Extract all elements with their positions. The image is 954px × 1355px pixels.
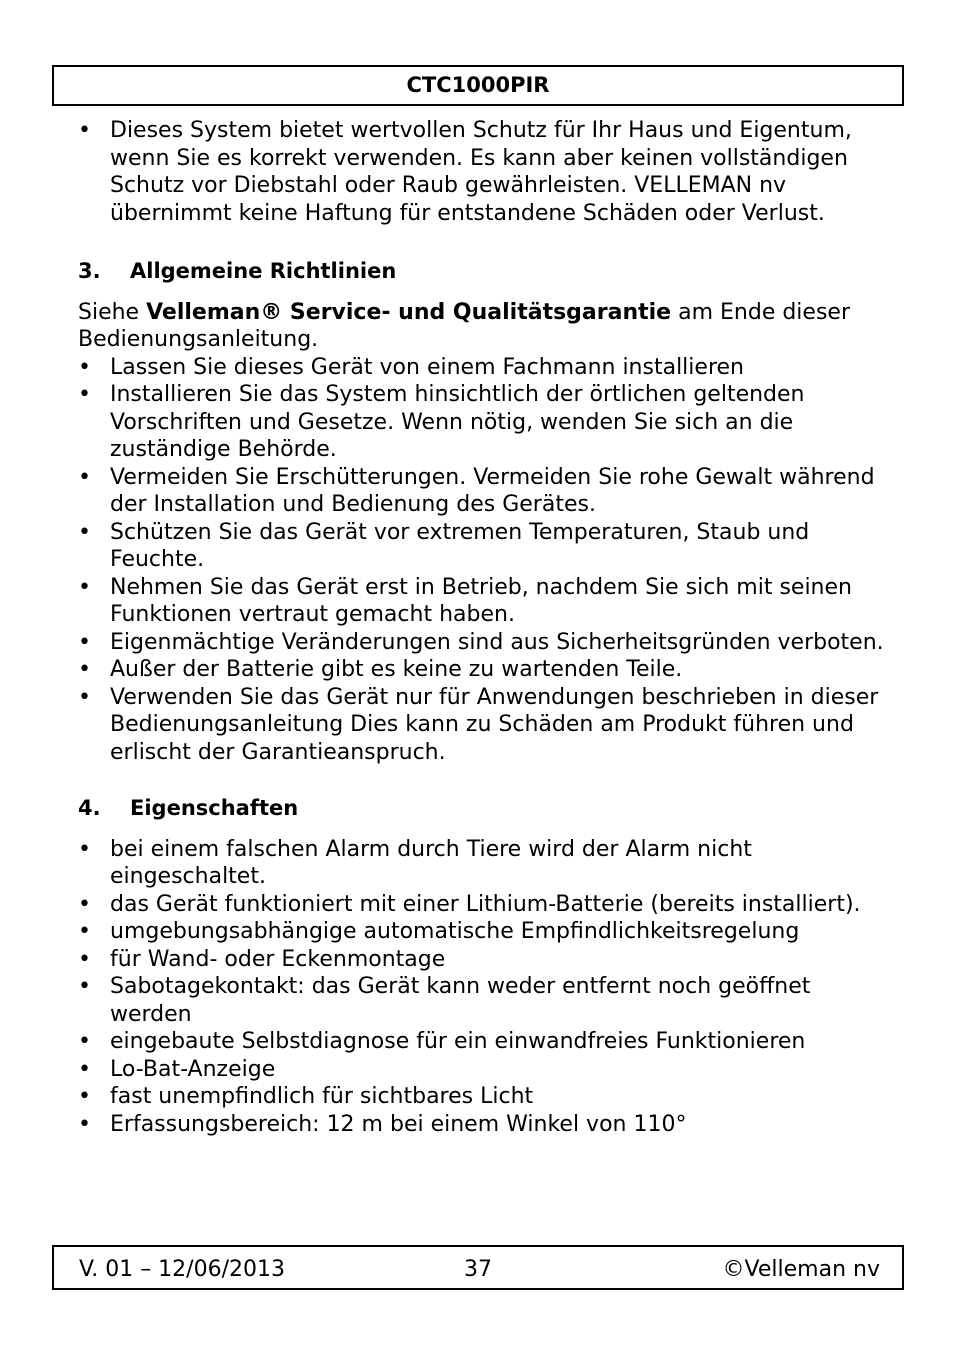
list-item: • Lo-Bat-Anzeige bbox=[78, 1056, 276, 1082]
list-item: • fast unempfindlich für sichtbares Licht bbox=[78, 1084, 534, 1109]
list-item: • für Wand- oder Eckenmontage bbox=[78, 946, 446, 972]
guidelines-list bbox=[78, 354, 888, 767]
copyright-notice: ©Velleman nv bbox=[722, 1257, 880, 1282]
intro-list bbox=[78, 117, 888, 227]
list-item: • Außer der Batterie gibt es keine zu wartenden Teile. bbox=[78, 657, 683, 682]
list-item: • Vermeiden Sie Erschütterungen. Vermeiden Sie rohe Gewalt während der Installation und Bedienung des Gerätes. bbox=[78, 464, 875, 517]
bullet-icon: • bbox=[78, 657, 91, 682]
list-item: • Lassen Sie dieses Gerät von einem Fachmann installieren bbox=[78, 354, 744, 380]
bullet-icon: • bbox=[78, 974, 91, 999]
list-item: • Sabotagekontakt: das Gerät kann weder entfernt noch geöffnet werden bbox=[78, 974, 811, 1027]
bullet-icon: • bbox=[78, 354, 91, 380]
list-item: • Erfassungsbereich: 12 m bei einem Winkel von 110° bbox=[78, 1111, 687, 1137]
bullet-icon: • bbox=[78, 464, 91, 490]
warranty-reference: Velleman® Service- und Qualitätsgarantie bbox=[146, 299, 672, 325]
list-item: • Schützen Sie das Gerät vor extremen Temperaturen, Staub und Feuchte. bbox=[78, 519, 810, 572]
bullet-icon: • bbox=[78, 519, 91, 545]
section-title: Eigenschaften bbox=[130, 796, 299, 820]
document-title: CTC1000PIR bbox=[406, 72, 550, 97]
list-item: • das Gerät funktioniert mit einer Lithium-Batterie (bereits installiert). bbox=[78, 891, 861, 917]
section-heading bbox=[78, 258, 888, 286]
list-item: • Installieren Sie das System hinsichtlich der örtlichen geltenden Vorschriften und Gesetze. Wenn nötig, wenden Sie sich an die zuständige Behörde. bbox=[78, 382, 805, 462]
list-item: • Eigenmächtige Veränderungen sind aus Sicherheitsgründen verboten. bbox=[78, 629, 884, 655]
list-item: • umgebungsabhängige automatische Empfindlichkeitsregelung bbox=[78, 919, 800, 944]
bullet-icon: • bbox=[78, 1084, 91, 1109]
bullet-icon: • bbox=[78, 946, 91, 972]
list-item: • eingebaute Selbstdiagnose für ein einwandfreies Funktionieren bbox=[78, 1029, 806, 1054]
version-date: V. 01 – 12/06/2013 bbox=[79, 1257, 285, 1282]
section-heading bbox=[78, 795, 888, 823]
bullet-icon: • bbox=[78, 574, 91, 600]
bullet-icon: • bbox=[78, 118, 91, 143]
bullet-icon: • bbox=[78, 1029, 91, 1054]
bullet-icon: • bbox=[78, 919, 91, 944]
bullet-icon: • bbox=[78, 629, 91, 655]
section-title: Allgemeine Richtlinien bbox=[130, 259, 397, 283]
bullet-icon: • bbox=[78, 382, 91, 407]
page-number: 37 bbox=[464, 1257, 492, 1282]
document-footer bbox=[52, 1245, 904, 1290]
features-list bbox=[78, 836, 888, 1139]
list-item: • Nehmen Sie das Gerät erst in Betrieb, nachdem Sie sich mit seinen Funktionen vertraut gemacht haben. bbox=[78, 574, 852, 627]
bullet-icon: • bbox=[78, 836, 91, 862]
section-intro: Siehe Velleman® Service- und Qualitätsgarantie am Ende dieser Bedienungsanleitung. bbox=[78, 299, 850, 352]
bullet-icon: • bbox=[78, 1056, 91, 1082]
list-item: • bei einem falschen Alarm durch Tiere wird der Alarm nicht eingeschaltet. bbox=[78, 836, 752, 889]
list-item: • Dieses System bietet wertvollen Schutz für Ihr Haus und Eigentum, wenn Sie es korrekt verwenden. Es kann aber keinen vollständigen Schutz vor Diebstahl oder Raub gewährleisten. VELLEMAN nv übernimmt keine Haftung für entstandene Schäden oder Verlust. bbox=[78, 118, 852, 226]
section-number: 3. bbox=[78, 259, 101, 283]
document-header bbox=[52, 65, 904, 106]
bullet-icon: • bbox=[78, 1111, 91, 1137]
section-number: 4. bbox=[78, 796, 101, 820]
bullet-icon: • bbox=[78, 684, 91, 710]
page-content bbox=[78, 117, 888, 1138]
list-item: • Verwenden Sie das Gerät nur für Anwendungen beschrieben in dieser Bedienungsanleitung Dies kann zu Schäden am Produkt führen und erlischt der Garantieanspruch. bbox=[78, 684, 879, 765]
bullet-icon: • bbox=[78, 891, 91, 917]
